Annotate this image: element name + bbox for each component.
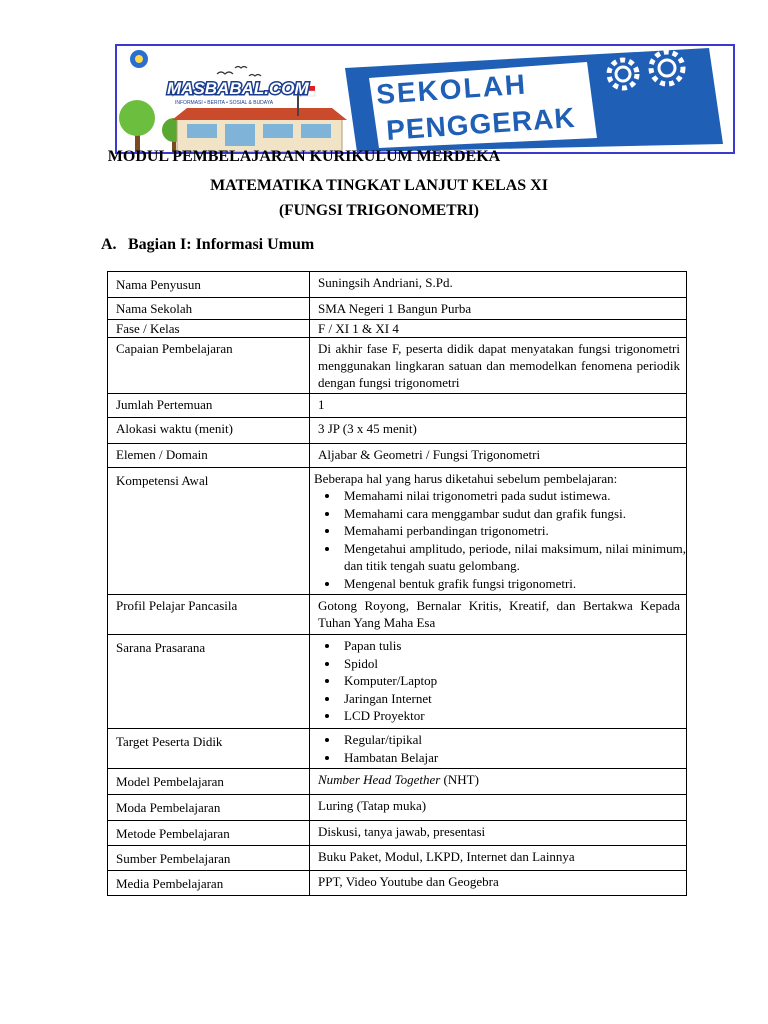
birds-icon [217,72,233,74]
list-item: • Komputer/Laptop [340,672,680,690]
list-item: • Memahami nilai trigonometri pada sudut istimewa. [340,487,686,505]
model-abbr: (NHT) [440,772,479,787]
row-label: Kompetensi Awal [108,468,310,595]
row-label: Fase / Kelas [108,320,310,338]
title-line-2: MATEMATIKA TINGKAT LANJUT KELAS XI [210,177,548,194]
row-label: Elemen / Domain [108,444,310,468]
competency-list [314,487,686,592]
table-row [108,595,687,635]
row-label: Target Peserta Didik [108,729,310,769]
row-value [310,729,687,769]
header-banner [115,44,735,154]
row-label: Nama Penyusun [108,272,310,298]
row-label: Sumber Pembelajaran [108,846,310,871]
banner-illustration [117,46,733,152]
section-heading [101,236,314,254]
row-value: Diskusi, tanya jawab, presentasi [310,821,687,846]
table-row [108,769,687,795]
row-value: Gotong Royong, Bernalar Kritis, Kreatif, dan Bertakwa Kepada Tuhan Yang Maha Esa [310,595,687,635]
list-item: • Mengetahui amplitudo, periode, nilai maksimum, nilai minimum, dan titik tengah suatu gelombang. [340,540,686,575]
row-label: Media Pembelajaran [108,871,310,896]
list-item: • Mengenal bentuk grafik fungsi trigonometri. [340,575,686,593]
list-item: • Jaringan Internet [340,690,680,708]
table-row [108,871,687,896]
table-row [108,468,687,595]
list-item: • Regular/tipikal [340,731,680,749]
row-label: Profil Pelajar Pancasila [108,595,310,635]
tree-icon [119,100,155,136]
table-row [108,635,687,729]
model-name: Number Head Together [318,772,441,787]
row-label: Jumlah Pertemuan [108,394,310,418]
row-value: PPT, Video Youtube dan Geogebra [310,871,687,896]
row-label: Alokasi waktu (menit) [108,418,310,444]
row-value [310,635,687,729]
list-item: • Spidol [340,655,680,673]
row-value [310,769,687,795]
row-value: Buku Paket, Modul, LKPD, Internet dan Lainnya [310,846,687,871]
info-table [107,271,687,896]
row-value: SMA Negeri 1 Bangun Purba [310,298,687,320]
list-item: • Hambatan Belajar [340,749,680,767]
row-label: Metode Pembelajaran [108,821,310,846]
section-title: Bagian I: Informasi Umum [128,236,315,253]
table-row [108,729,687,769]
site-logo: MASBABAL.COM [167,79,309,98]
row-value: Di akhir fase F, peserta didik dapat menyatakan fungsi trigonometri menggunakan lingkaran satuan dan memodelkan fenomena periodik dengan fungsi trigonometri [310,338,687,394]
row-label: Moda Pembelajaran [108,795,310,821]
table-row [108,444,687,468]
list-item: • Memahami cara menggambar sudut dan grafik fungsi. [340,505,686,523]
competency-intro: Beberapa hal yang harus diketahui sebelum pembelajaran: [314,471,618,486]
table-row [108,320,687,338]
table-row [108,418,687,444]
row-value: F / XI 1 & XI 4 [310,320,687,338]
site-tagline: INFORMASI • BERITA • SOSIAL & BUDAYA [175,100,274,106]
table-row [108,795,687,821]
table-row [108,394,687,418]
list-item: • LCD Proyektor [340,707,680,725]
row-value [310,468,687,595]
row-value: Suningsih Andriani, S.Pd. [310,272,687,298]
title-line-1: MODUL PEMBELAJARAN KURIKULUM MERDEKA [107,148,501,165]
table-row [108,821,687,846]
row-value: 1 [310,394,687,418]
title-line-3: (FUNGSI TRIGONOMETRI) [279,202,479,219]
table-row [108,338,687,394]
facility-list [318,637,680,725]
list-item: • Memahami perbandingan trigonometri. [340,522,686,540]
row-label: Sarana Prasarana [108,635,310,729]
row-label: Nama Sekolah [108,298,310,320]
table-row [108,298,687,320]
table-row [108,846,687,871]
list-item: • Papan tulis [340,637,680,655]
row-value: 3 JP (3 x 45 menit) [310,418,687,444]
row-value: Aljabar & Geometri / Fungsi Trigonometri [310,444,687,468]
section-number: A. [101,236,117,253]
row-label: Model Pembelajaran [108,769,310,795]
table-row [108,272,687,298]
target-list [318,731,680,766]
row-value: Luring (Tatap muka) [310,795,687,821]
banner-line2: PENGGERAK [385,101,577,146]
row-label: Capaian Pembelajaran [108,338,310,394]
banner-line1: SEKOLAH [375,68,528,110]
